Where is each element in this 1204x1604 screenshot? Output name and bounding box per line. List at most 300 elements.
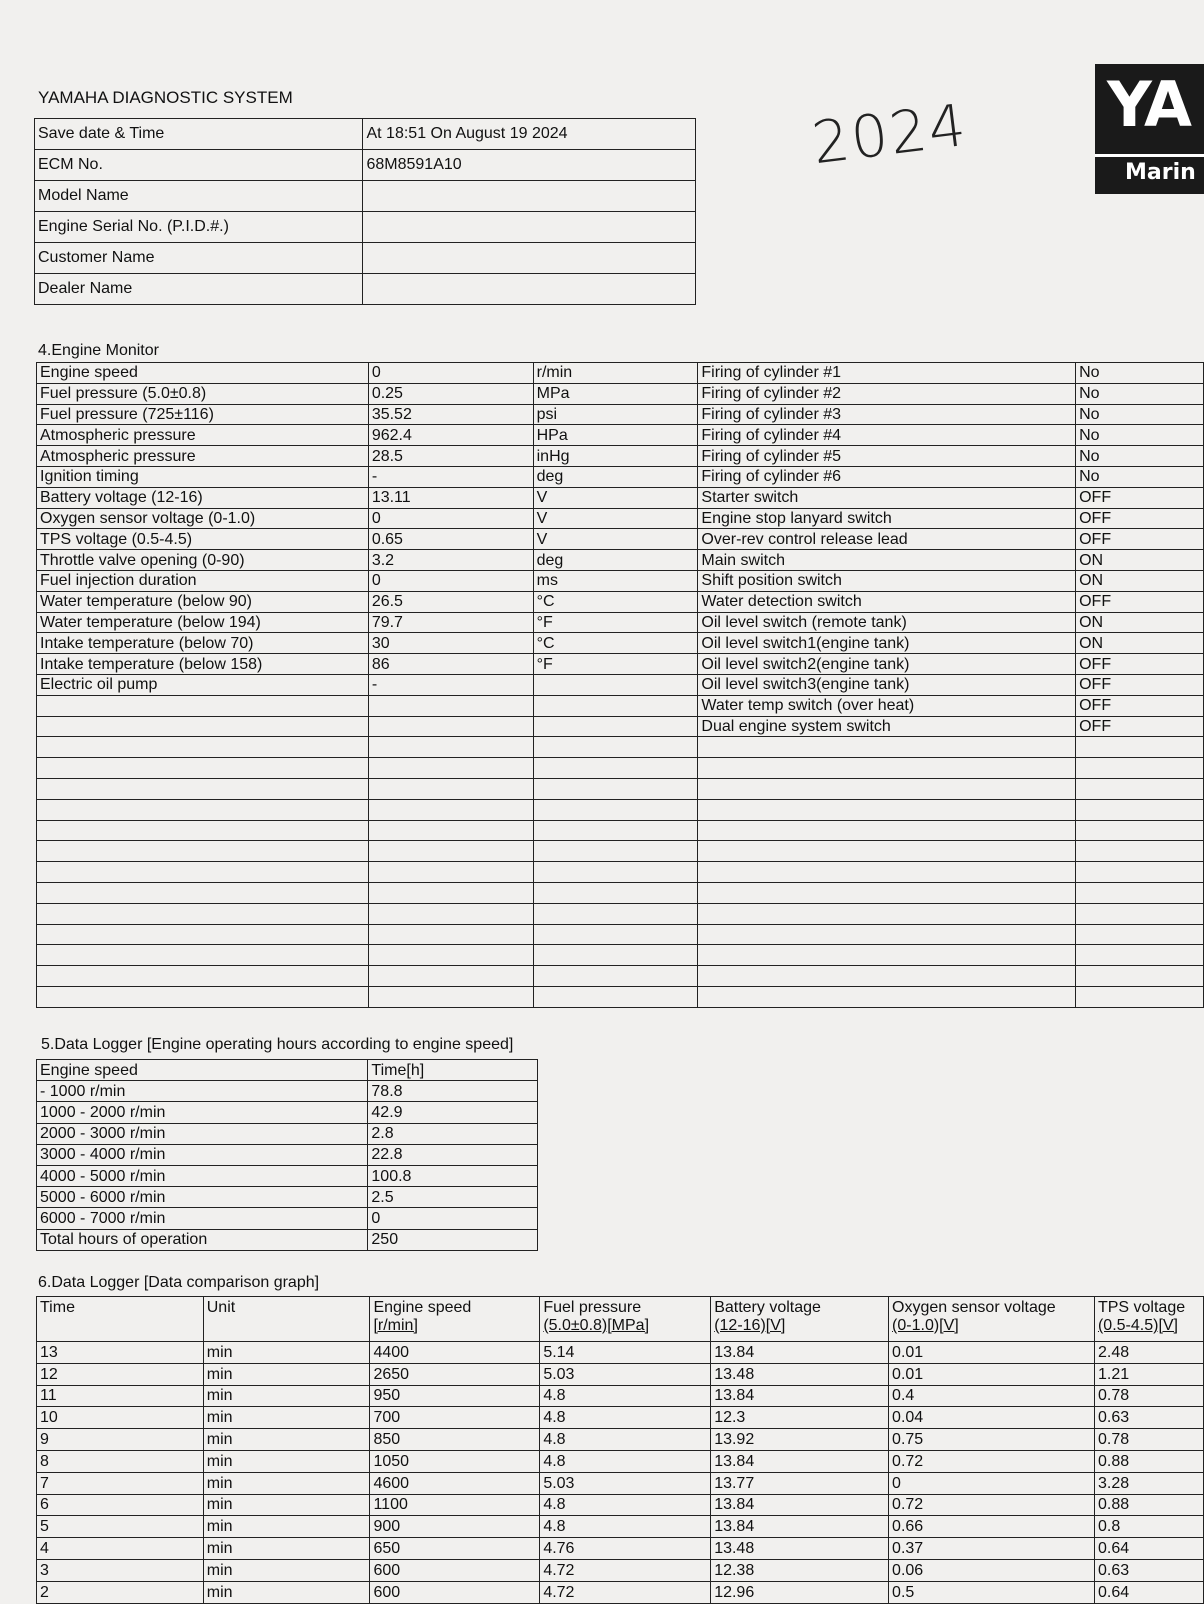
switch-state: OFF [1076,695,1204,716]
comparison-o2: 0.01 [889,1342,1095,1364]
comparison-batt: 13.84 [711,1450,889,1472]
monitor-blank-row [37,966,1204,987]
comparison-time: 3 [37,1559,204,1581]
monitor-value: 0.25 [368,383,533,404]
comparison-batt: 12.38 [711,1559,889,1581]
comparison-time: 4 [37,1538,204,1560]
comparison-batt: 13.84 [711,1494,889,1516]
monitor-value: 79.7 [368,612,533,633]
comparison-rpm: 700 [370,1407,540,1429]
column-header-title: Engine speed [373,1299,472,1316]
empty-cell [37,966,369,987]
monitor-unit: HPa [533,425,698,446]
comparison-rpm: 950 [370,1385,540,1407]
hours-value: 22.8 [368,1144,538,1165]
switch-state: ON [1076,550,1204,571]
hours-value: 2.5 [368,1187,538,1208]
empty-cell [368,820,533,841]
comparison-row [37,1559,1204,1581]
monitor-unit: °C [533,633,698,654]
comparison-unit: min [203,1363,370,1385]
monitor-item [37,695,369,716]
monitor-item: Fuel pressure (725±116) [37,404,369,425]
monitor-unit: inHg [533,446,698,467]
header-value [363,181,696,212]
comparison-unit: min [203,1407,370,1429]
empty-cell [368,882,533,903]
empty-cell [533,966,698,987]
monitor-item: Ignition timing [37,466,369,487]
monitor-item: Fuel pressure (5.0±0.8) [37,383,369,404]
monitor-item: Fuel injection duration [37,570,369,591]
comparison-tps: 1.21 [1094,1363,1203,1385]
monitor-unit: °F [533,612,698,633]
monitor-unit: MPa [533,383,698,404]
comparison-unit: min [203,1494,370,1516]
logo-wordmark: YA [1107,68,1190,141]
comparison-rpm: 650 [370,1538,540,1560]
comparison-row [37,1516,1204,1538]
comparison-unit: min [203,1581,370,1603]
comparison-unit: min [203,1342,370,1364]
column-header-title: Battery voltage [714,1299,821,1316]
monitor-value: 35.52 [368,404,533,425]
comparison-row [37,1581,1204,1603]
monitor-row [37,612,1204,633]
comparison-fuel: 4.8 [540,1516,711,1538]
monitor-item: Electric oil pump [37,674,369,695]
empty-cell [1076,820,1204,841]
switch-name: Starter switch [698,487,1076,508]
empty-cell [37,986,369,1007]
comparison-rpm: 850 [370,1429,540,1451]
empty-cell [1076,986,1204,1007]
empty-cell [1076,903,1204,924]
comparison-tps: 0.64 [1094,1538,1203,1560]
column-header-range: (5.0±0.8)[MPa] [543,1317,650,1334]
empty-cell [698,820,1076,841]
comparison-fuel: 4.72 [540,1559,711,1581]
empty-cell [37,820,369,841]
speed-range: 3000 - 4000 r/min [37,1144,368,1165]
comparison-rpm: 1050 [370,1450,540,1472]
empty-cell [1076,862,1204,883]
header-info-table [34,118,696,305]
header-label: Engine Serial No. (P.I.D.#.) [35,212,363,243]
monitor-blank-row [37,903,1204,924]
switch-state: ON [1076,612,1204,633]
switch-name: Dual engine system switch [698,716,1076,737]
comparison-rpm: 600 [370,1581,540,1603]
monitor-row [37,404,1204,425]
monitor-unit: V [533,508,698,529]
monitor-item: Atmospheric pressure [37,446,369,467]
monitor-unit: V [533,529,698,550]
switch-state: No [1076,425,1204,446]
empty-cell [37,841,369,862]
hours-value: 250 [368,1229,538,1250]
empty-cell [368,737,533,758]
empty-cell [37,799,369,820]
switch-name: Firing of cylinder #3 [698,404,1076,425]
comparison-batt: 12.3 [711,1407,889,1429]
monitor-unit: r/min [533,363,698,384]
switch-name: Oil level switch3(engine tank) [698,674,1076,695]
comparison-row [37,1538,1204,1560]
monitor-row [37,466,1204,487]
comparison-tps: 0.8 [1094,1516,1203,1538]
monitor-item: Throttle valve opening (0-90) [37,550,369,571]
monitor-value [368,716,533,737]
comparison-row [37,1494,1204,1516]
monitor-blank-row [37,758,1204,779]
comparison-batt: 13.84 [711,1342,889,1364]
empty-cell [1076,737,1204,758]
comparison-fuel: 4.76 [540,1538,711,1560]
column-header-range: (12-16)[V] [714,1317,786,1334]
comparison-fuel: 5.14 [540,1342,711,1364]
comparison-o2: 0.04 [889,1407,1095,1429]
switch-name: Water temp switch (over heat) [698,695,1076,716]
comparison-row [37,1472,1204,1494]
monitor-row [37,529,1204,550]
yamaha-logo [1095,64,1204,194]
comparison-rpm: 1100 [370,1494,540,1516]
comparison-unit: min [203,1472,370,1494]
comparison-time: 11 [37,1385,204,1407]
column-header-title: Fuel pressure [543,1299,642,1316]
hours-value: 2.8 [368,1123,538,1144]
speed-range: 6000 - 7000 r/min [37,1208,368,1229]
empty-cell [1076,882,1204,903]
header-label: Model Name [35,181,363,212]
monitor-value: 28.5 [368,446,533,467]
empty-cell [533,778,698,799]
comparison-batt: 13.92 [711,1429,889,1451]
switch-state: OFF [1076,716,1204,737]
monitor-value: 13.11 [368,487,533,508]
hours-value: 42.9 [368,1102,538,1123]
comparison-o2: 0.66 [889,1516,1095,1538]
engine-monitor-title: 4.Engine Monitor [38,342,159,359]
empty-cell [37,737,369,758]
comparison-o2: 0.5 [889,1581,1095,1603]
monitor-blank-row [37,737,1204,758]
monitor-row [37,674,1204,695]
empty-cell [698,862,1076,883]
comparison-row [37,1450,1204,1472]
switch-name: Oil level switch (remote tank) [698,612,1076,633]
comparison-o2: 0 [889,1472,1095,1494]
hours-row [37,1187,538,1208]
empty-cell [37,903,369,924]
empty-cell [533,737,698,758]
monitor-value: 962.4 [368,425,533,446]
column-header-title: Time [40,1299,75,1316]
empty-cell [1076,758,1204,779]
comparison-unit: min [203,1450,370,1472]
monitor-blank-row [37,841,1204,862]
speed-range: - 1000 r/min [37,1081,368,1102]
data-comparison-table [36,1296,1204,1604]
switch-name: Firing of cylinder #4 [698,425,1076,446]
empty-cell [1076,841,1204,862]
logo-divider [1095,154,1204,157]
switch-name: Water detection switch [698,591,1076,612]
switch-name: Over-rev control release lead [698,529,1076,550]
monitor-row [37,633,1204,654]
comparison-time: 5 [37,1516,204,1538]
empty-cell [698,986,1076,1007]
hours-row [37,1102,538,1123]
column-header [889,1297,1095,1342]
switch-state: No [1076,363,1204,384]
comparison-time: 10 [37,1407,204,1429]
header-label: Customer Name [35,243,363,274]
empty-cell [37,778,369,799]
monitor-value: 3.2 [368,550,533,571]
hours-row [37,1123,538,1144]
column-header-range: [r/min] [373,1317,418,1334]
empty-cell [698,841,1076,862]
monitor-item: Intake temperature (below 158) [37,654,369,675]
switch-state: No [1076,404,1204,425]
empty-cell [698,945,1076,966]
column-header-range: (0.5-4.5)[V] [1097,1317,1178,1334]
comparison-fuel: 4.8 [540,1494,711,1516]
monitor-unit [533,716,698,737]
switch-name: Firing of cylinder #5 [698,446,1076,467]
hours-row [37,1144,538,1165]
monitor-item: Atmospheric pressure [37,425,369,446]
comparison-unit: min [203,1385,370,1407]
switch-state: OFF [1076,654,1204,675]
empty-cell [698,882,1076,903]
monitor-value: 0 [368,363,533,384]
comparison-unit: min [203,1559,370,1581]
header-row [35,243,696,274]
empty-cell [368,799,533,820]
comparison-time: 2 [37,1581,204,1603]
header-label: Dealer Name [35,274,363,305]
comparison-o2: 0.4 [889,1385,1095,1407]
empty-cell [368,758,533,779]
header-value [363,274,696,305]
switch-state: OFF [1076,487,1204,508]
comparison-fuel: 4.8 [540,1429,711,1451]
header-value [363,243,696,274]
monitor-value: - [368,466,533,487]
comparison-time: 13 [37,1342,204,1364]
monitor-row [37,425,1204,446]
switch-state: OFF [1076,508,1204,529]
empty-cell [1076,945,1204,966]
monitor-value [368,695,533,716]
document-title: YAMAHA DIAGNOSTIC SYSTEM [38,88,293,107]
monitor-unit: °F [533,654,698,675]
empty-cell [37,945,369,966]
empty-cell [368,924,533,945]
empty-cell [368,903,533,924]
monitor-item: Water temperature (below 90) [37,591,369,612]
comparison-tps: 0.78 [1094,1429,1203,1451]
comparison-row [37,1385,1204,1407]
empty-cell [533,799,698,820]
monitor-unit: V [533,487,698,508]
monitor-blank-row [37,882,1204,903]
hours-row [37,1165,538,1186]
comparison-o2: 0.72 [889,1450,1095,1472]
empty-cell [533,924,698,945]
comparison-unit: min [203,1429,370,1451]
empty-cell [368,966,533,987]
monitor-value: 0 [368,508,533,529]
switch-state: OFF [1076,674,1204,695]
switch-name: Oil level switch2(engine tank) [698,654,1076,675]
empty-cell [698,966,1076,987]
monitor-unit [533,674,698,695]
column-header [711,1297,889,1342]
comparison-rpm: 600 [370,1559,540,1581]
hours-row [37,1208,538,1229]
monitor-row [37,487,1204,508]
comparison-rpm: 2650 [370,1363,540,1385]
empty-cell [698,758,1076,779]
empty-cell [368,986,533,1007]
monitor-row [37,383,1204,404]
column-header [370,1297,540,1342]
comparison-time: 7 [37,1472,204,1494]
header-row [35,274,696,305]
comparison-rpm: 900 [370,1516,540,1538]
comparison-tps: 0.78 [1094,1385,1203,1407]
empty-cell [533,882,698,903]
column-header [1094,1297,1203,1342]
logo-subtitle: Marin [1125,160,1196,185]
comparison-o2: 0.01 [889,1363,1095,1385]
empty-cell [368,945,533,966]
monitor-row [37,654,1204,675]
column-header [540,1297,711,1342]
header-value: At 18:51 On August 19 2024 [363,119,696,150]
empty-cell [1076,924,1204,945]
comparison-time: 12 [37,1363,204,1385]
comparison-batt: 13.84 [711,1516,889,1538]
switch-state: ON [1076,570,1204,591]
monitor-blank-row [37,924,1204,945]
hours-value: 0 [368,1208,538,1229]
header-value [363,212,696,243]
switch-name: Firing of cylinder #1 [698,363,1076,384]
monitor-value: 30 [368,633,533,654]
empty-cell [533,820,698,841]
switch-name: Main switch [698,550,1076,571]
monitor-item: Battery voltage (12-16) [37,487,369,508]
comparison-fuel: 5.03 [540,1472,711,1494]
switch-name: Oil level switch1(engine tank) [698,633,1076,654]
comparison-tps: 3.28 [1094,1472,1203,1494]
monitor-blank-row [37,799,1204,820]
monitor-value: 0 [368,570,533,591]
comparison-batt: 13.48 [711,1363,889,1385]
column-header [203,1297,370,1342]
monitor-row [37,570,1204,591]
monitor-item: TPS voltage (0.5-4.5) [37,529,369,550]
header-value: 68M8591A10 [363,150,696,181]
monitor-unit: °C [533,591,698,612]
monitor-blank-row [37,945,1204,966]
empty-cell [37,758,369,779]
comparison-row [37,1429,1204,1451]
comparison-fuel: 4.8 [540,1450,711,1472]
empty-cell [533,945,698,966]
monitor-unit: psi [533,404,698,425]
switch-name: Firing of cylinder #6 [698,466,1076,487]
comparison-tps: 2.48 [1094,1342,1203,1364]
switch-state: OFF [1076,591,1204,612]
switch-name: Shift position switch [698,570,1076,591]
comparison-tps: 0.88 [1094,1494,1203,1516]
column-header: Engine speed [37,1060,368,1081]
monitor-item: Intake temperature (below 70) [37,633,369,654]
comparison-time: 8 [37,1450,204,1472]
switch-state: No [1076,466,1204,487]
speed-range: Total hours of operation [37,1229,368,1250]
comparison-row [37,1407,1204,1429]
header-row [35,119,696,150]
monitor-unit: deg [533,466,698,487]
switch-name: Engine stop lanyard switch [698,508,1076,529]
column-header-range: (0-1.0)[V] [892,1317,959,1334]
empty-cell [698,778,1076,799]
monitor-row [37,363,1204,384]
speed-range: 2000 - 3000 r/min [37,1123,368,1144]
header-row [35,181,696,212]
column-header-title: Unit [206,1299,236,1316]
monitor-blank-row [37,862,1204,883]
monitor-row [37,508,1204,529]
comparison-batt: 13.77 [711,1472,889,1494]
switch-state: ON [1076,633,1204,654]
monitor-unit: deg [533,550,698,571]
empty-cell [368,778,533,799]
data-logger-hours-title: 5.Data Logger [Engine operating hours according to engine speed] [41,1036,514,1053]
hours-row [37,1229,538,1250]
empty-cell [533,841,698,862]
comparison-fuel: 4.72 [540,1581,711,1603]
comparison-time: 6 [37,1494,204,1516]
comparison-o2: 0.06 [889,1559,1095,1581]
monitor-item [37,716,369,737]
monitor-unit [533,695,698,716]
comparison-tps: 0.63 [1094,1559,1203,1581]
header-row [35,212,696,243]
monitor-unit: ms [533,570,698,591]
switch-name: Firing of cylinder #2 [698,383,1076,404]
monitor-blank-row [37,778,1204,799]
comparison-row [37,1363,1204,1385]
handwritten-year: 2024 [808,90,972,178]
comparison-tps: 0.88 [1094,1450,1203,1472]
monitor-row [37,446,1204,467]
monitor-item: Water temperature (below 194) [37,612,369,633]
empty-cell [1076,778,1204,799]
empty-cell [698,799,1076,820]
comparison-o2: 0.37 [889,1538,1095,1560]
switch-state: No [1076,383,1204,404]
monitor-row [37,591,1204,612]
empty-cell [37,862,369,883]
